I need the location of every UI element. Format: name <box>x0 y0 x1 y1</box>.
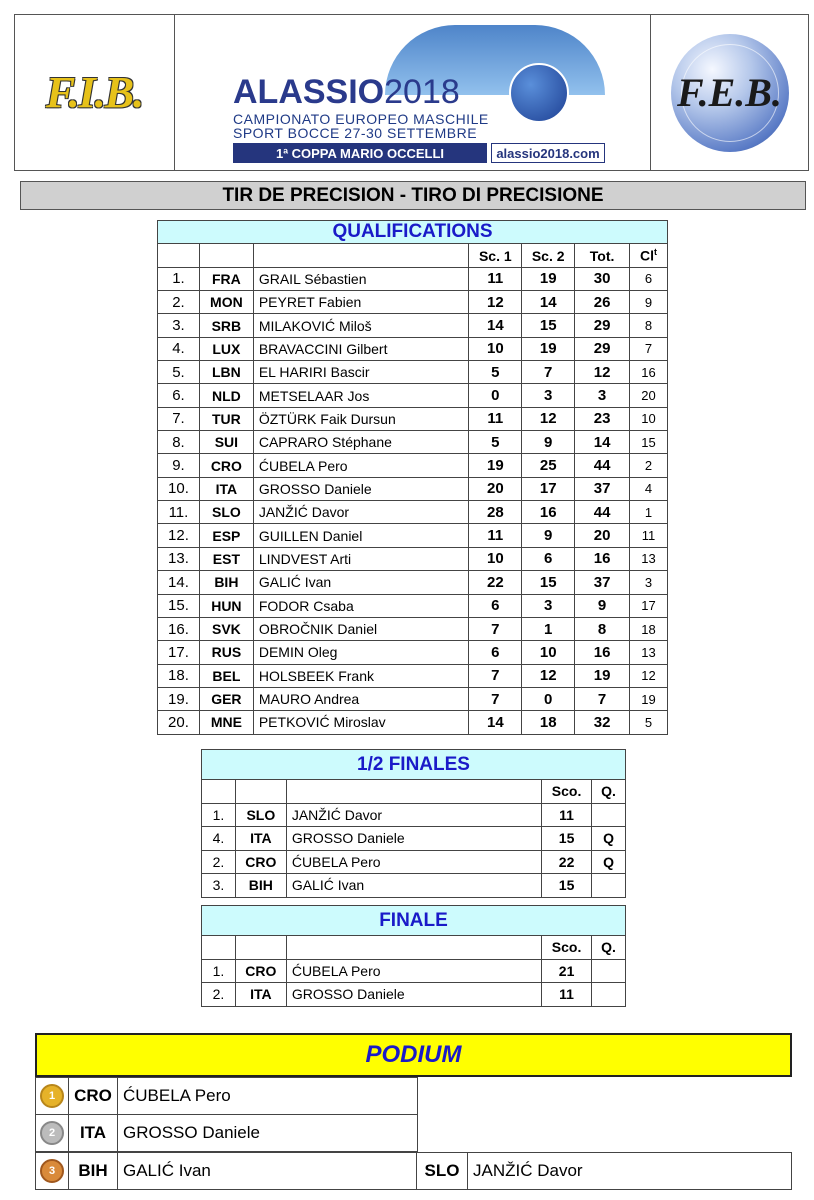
table-row <box>158 524 668 547</box>
qualified-cell <box>592 983 626 1007</box>
final-title: FINALE <box>202 906 626 936</box>
player-name-cell: OBROČNIK Daniel <box>253 617 469 640</box>
player-name-cell: METSELAAR Jos <box>253 384 469 407</box>
semifinals-table <box>201 749 626 898</box>
player-name-cell: BRAVACCINI Gilbert <box>253 337 469 360</box>
player-name-cell: HOLSBEEK Frank <box>253 664 469 687</box>
rank-cell: 15. <box>158 594 200 617</box>
qualified-cell <box>592 959 626 983</box>
semifinals-header-row <box>202 780 626 804</box>
classification-cell: 2 <box>630 454 668 477</box>
podium-name: GROSSO Daniele <box>117 1114 418 1152</box>
rank-cell: 9. <box>158 454 200 477</box>
score1-cell: 19 <box>469 454 522 477</box>
score1-cell: 7 <box>469 687 522 710</box>
classification-cell: 5 <box>630 711 668 734</box>
player-name-cell: JANŽIĆ Davor <box>253 501 469 524</box>
qualified-cell <box>592 874 626 898</box>
total-cell: 20 <box>575 524 630 547</box>
score2-cell: 9 <box>522 524 575 547</box>
country-code-cell: SLO <box>235 803 286 827</box>
header-sc1: Sc. 1 <box>469 244 522 267</box>
score1-cell: 22 <box>469 571 522 594</box>
podium-title: PODIUM <box>35 1033 792 1077</box>
total-cell: 29 <box>575 337 630 360</box>
silver-medal-icon: 2 <box>35 1114 69 1152</box>
bocce-ball-icon <box>509 63 569 123</box>
header-tot: Tot. <box>575 244 630 267</box>
score1-cell: 7 <box>469 617 522 640</box>
score-cell: 21 <box>542 959 592 983</box>
feb-logo-cell <box>651 15 808 170</box>
table-row <box>202 959 626 983</box>
semifinals-title: 1/2 FINALES <box>202 750 626 780</box>
player-name-cell: ĆUBELA Pero <box>286 959 541 983</box>
player-name-cell: GALIĆ Ivan <box>286 874 541 898</box>
event-logo <box>175 15 651 170</box>
table-row <box>158 711 668 734</box>
rank-cell: 10. <box>158 477 200 500</box>
player-name-cell: MILAKOVIĆ Miloš <box>253 314 469 337</box>
rank-cell: 11. <box>158 501 200 524</box>
classification-cell: 13 <box>630 641 668 664</box>
country-code-cell: GER <box>199 687 253 710</box>
score2-cell: 15 <box>522 571 575 594</box>
rank-cell: 19. <box>158 687 200 710</box>
score2-cell: 18 <box>522 711 575 734</box>
country-code-cell: MON <box>199 291 253 314</box>
total-cell: 23 <box>575 407 630 430</box>
table-row <box>158 571 668 594</box>
country-code-cell: FRA <box>199 267 253 290</box>
country-code-cell: ESP <box>199 524 253 547</box>
header-sc2: Sc. 2 <box>522 244 575 267</box>
classification-cell: 10 <box>630 407 668 430</box>
score2-cell: 6 <box>522 547 575 570</box>
total-cell: 7 <box>575 687 630 710</box>
feb-logo: F.E.B. <box>677 70 782 115</box>
player-name-cell: ĆUBELA Pero <box>253 454 469 477</box>
rank-cell: 2. <box>202 983 236 1007</box>
total-cell: 14 <box>575 431 630 454</box>
table-row <box>158 337 668 360</box>
table-row <box>158 687 668 710</box>
total-cell: 8 <box>575 617 630 640</box>
table-row <box>158 617 668 640</box>
classification-cell: 7 <box>630 337 668 360</box>
player-name-cell: ÖZTÜRK Faik Dursun <box>253 407 469 430</box>
classification-cell: 6 <box>630 267 668 290</box>
classification-cell: 20 <box>630 384 668 407</box>
player-name-cell: FODOR Csaba <box>253 594 469 617</box>
score1-cell: 11 <box>469 407 522 430</box>
table-row <box>158 291 668 314</box>
classification-cell: 16 <box>630 361 668 384</box>
bronze-medal-icon: 3 <box>35 1152 69 1190</box>
score2-cell: 25 <box>522 454 575 477</box>
score1-cell: 0 <box>469 384 522 407</box>
fib-logo-cell <box>15 15 175 170</box>
qualified-cell: Q <box>592 850 626 874</box>
total-cell: 16 <box>575 641 630 664</box>
rank-cell: 12. <box>158 524 200 547</box>
classification-cell: 17 <box>630 594 668 617</box>
total-cell: 37 <box>575 477 630 500</box>
podium-name: JANŽIĆ Davor <box>467 1152 792 1190</box>
classification-cell: 18 <box>630 617 668 640</box>
table-row <box>202 983 626 1007</box>
final-table <box>201 905 626 1007</box>
country-code-cell: SVK <box>199 617 253 640</box>
country-code-cell: ITA <box>235 827 286 851</box>
player-name-cell: CAPRARO Stéphane <box>253 431 469 454</box>
score1-cell: 6 <box>469 594 522 617</box>
header <box>14 14 809 171</box>
rank-cell: 3. <box>202 874 236 898</box>
score-cell: 15 <box>542 874 592 898</box>
rank-cell: 14. <box>158 571 200 594</box>
score2-cell: 1 <box>522 617 575 640</box>
rank-cell: 1. <box>202 959 236 983</box>
table-row <box>202 827 626 851</box>
qualifications-table <box>157 220 668 735</box>
table-row <box>158 267 668 290</box>
score-cell: 11 <box>542 803 592 827</box>
rank-cell: 7. <box>158 407 200 430</box>
player-name-cell: GROSSO Daniele <box>286 983 541 1007</box>
player-name-cell: ĆUBELA Pero <box>286 850 541 874</box>
country-code-cell: TUR <box>199 407 253 430</box>
country-code-cell: CRO <box>235 959 286 983</box>
rank-cell: 13. <box>158 547 200 570</box>
score2-cell: 0 <box>522 687 575 710</box>
rank-cell: 1. <box>158 267 200 290</box>
total-cell: 29 <box>575 314 630 337</box>
classification-cell: 3 <box>630 571 668 594</box>
country-code-cell: RUS <box>199 641 253 664</box>
table-row <box>158 407 668 430</box>
player-name-cell: GROSSO Daniele <box>253 477 469 500</box>
qualified-cell: Q <box>592 827 626 851</box>
classification-cell: 19 <box>630 687 668 710</box>
country-code-cell: SRB <box>199 314 253 337</box>
rank-cell: 17. <box>158 641 200 664</box>
total-cell: 19 <box>575 664 630 687</box>
table-row <box>158 384 668 407</box>
classification-cell: 9 <box>630 291 668 314</box>
rank-cell: 3. <box>158 314 200 337</box>
podium-code: ITA <box>68 1114 118 1152</box>
event-logo-bar: 1ª COPPA MARIO OCCELLI <box>233 143 487 163</box>
podium-name: ĆUBELA Pero <box>117 1077 418 1115</box>
country-code-cell: LBN <box>199 361 253 384</box>
score1-cell: 12 <box>469 291 522 314</box>
podium-silver-row <box>35 1114 418 1152</box>
total-cell: 37 <box>575 571 630 594</box>
score2-cell: 3 <box>522 384 575 407</box>
table-row <box>202 803 626 827</box>
score1-cell: 11 <box>469 524 522 547</box>
header-clt: Cl$^t$ <box>630 244 668 267</box>
score2-cell: 12 <box>522 664 575 687</box>
qualifications-header-row <box>158 244 668 267</box>
score1-cell: 10 <box>469 337 522 360</box>
score2-cell: 10 <box>522 641 575 664</box>
score2-cell: 17 <box>522 477 575 500</box>
player-name-cell: GROSSO Daniele <box>286 827 541 851</box>
score1-cell: 14 <box>469 314 522 337</box>
country-code-cell: BIH <box>235 874 286 898</box>
player-name-cell: MAURO Andrea <box>253 687 469 710</box>
player-name-cell: JANŽIĆ Davor <box>286 803 541 827</box>
table-row <box>158 477 668 500</box>
score1-cell: 11 <box>469 267 522 290</box>
podium-bronze-row <box>35 1152 792 1190</box>
podium-code: BIH <box>68 1152 118 1190</box>
classification-cell: 4 <box>630 477 668 500</box>
podium-gold-row <box>35 1077 418 1115</box>
header-q: Q. <box>592 936 626 960</box>
header-q: Q. <box>592 780 626 804</box>
country-code-cell: CRO <box>199 454 253 477</box>
country-code-cell: EST <box>199 547 253 570</box>
rank-cell: 2. <box>158 291 200 314</box>
country-code-cell: BIH <box>199 571 253 594</box>
table-row <box>202 874 626 898</box>
podium-code: SLO <box>416 1152 468 1190</box>
country-code-cell: ITA <box>235 983 286 1007</box>
rank-cell: 18. <box>158 664 200 687</box>
classification-cell: 15 <box>630 431 668 454</box>
event-logo-line3: SPORT BOCCE 27-30 SETTEMBRE <box>233 125 478 141</box>
rank-cell: 4. <box>158 337 200 360</box>
score1-cell: 20 <box>469 477 522 500</box>
rank-cell: 5. <box>158 361 200 384</box>
table-row <box>202 850 626 874</box>
qualifications-title: QUALIFICATIONS <box>158 221 668 244</box>
score2-cell: 19 <box>522 267 575 290</box>
player-name-cell: GUILLEN Daniel <box>253 524 469 547</box>
country-code-cell: ITA <box>199 477 253 500</box>
event-logo-line2: CAMPIONATO EUROPEO MASCHILE <box>233 111 489 127</box>
player-name-cell: DEMIN Oleg <box>253 641 469 664</box>
player-name-cell: PEYRET Fabien <box>253 291 469 314</box>
score2-cell: 3 <box>522 594 575 617</box>
score2-cell: 7 <box>522 361 575 384</box>
table-row <box>158 314 668 337</box>
event-title: TIR DE PRECISION - TIRO DI PRECISIONE <box>20 181 806 210</box>
classification-cell: 12 <box>630 664 668 687</box>
table-row <box>158 547 668 570</box>
table-row <box>158 361 668 384</box>
rank-cell: 4. <box>202 827 236 851</box>
score1-cell: 5 <box>469 361 522 384</box>
country-code-cell: HUN <box>199 594 253 617</box>
total-cell: 16 <box>575 547 630 570</box>
rank-cell: 8. <box>158 431 200 454</box>
fib-logo: F.I.B. <box>46 67 143 118</box>
table-row <box>158 454 668 477</box>
event-logo-url: alassio2018.com <box>491 143 605 163</box>
classification-cell: 11 <box>630 524 668 547</box>
podium-name: GALIĆ Ivan <box>117 1152 417 1190</box>
table-row <box>158 594 668 617</box>
country-code-cell: LUX <box>199 337 253 360</box>
final-header-row <box>202 936 626 960</box>
score2-cell: 9 <box>522 431 575 454</box>
score2-cell: 14 <box>522 291 575 314</box>
score-cell: 11 <box>542 983 592 1007</box>
score1-cell: 6 <box>469 641 522 664</box>
score2-cell: 16 <box>522 501 575 524</box>
score2-cell: 12 <box>522 407 575 430</box>
total-cell: 44 <box>575 454 630 477</box>
score2-cell: 19 <box>522 337 575 360</box>
player-name-cell: EL HARIRI Bascir <box>253 361 469 384</box>
event-logo-title: ALASSIO2018 <box>233 73 460 111</box>
total-cell: 32 <box>575 711 630 734</box>
score1-cell: 5 <box>469 431 522 454</box>
rank-cell: 16. <box>158 617 200 640</box>
table-row <box>158 664 668 687</box>
feb-ball-icon <box>671 34 789 152</box>
total-cell: 30 <box>575 267 630 290</box>
qualified-cell <box>592 803 626 827</box>
country-code-cell: BEL <box>199 664 253 687</box>
total-cell: 44 <box>575 501 630 524</box>
country-code-cell: SUI <box>199 431 253 454</box>
country-code-cell: MNE <box>199 711 253 734</box>
player-name-cell: PETKOVIĆ Miroslav <box>253 711 469 734</box>
player-name-cell: GALIĆ Ivan <box>253 571 469 594</box>
table-row <box>158 431 668 454</box>
score2-cell: 15 <box>522 314 575 337</box>
podium-code: CRO <box>68 1077 118 1115</box>
rank-cell: 2. <box>202 850 236 874</box>
classification-cell: 8 <box>630 314 668 337</box>
total-cell: 9 <box>575 594 630 617</box>
header-score: Sco. <box>542 936 592 960</box>
score1-cell: 14 <box>469 711 522 734</box>
rank-cell: 20. <box>158 711 200 734</box>
table-row <box>158 641 668 664</box>
header-score: Sco. <box>542 780 592 804</box>
score1-cell: 7 <box>469 664 522 687</box>
country-code-cell: NLD <box>199 384 253 407</box>
classification-cell: 1 <box>630 501 668 524</box>
rank-cell: 6. <box>158 384 200 407</box>
score1-cell: 28 <box>469 501 522 524</box>
classification-cell: 13 <box>630 547 668 570</box>
total-cell: 12 <box>575 361 630 384</box>
score1-cell: 10 <box>469 547 522 570</box>
score-cell: 22 <box>542 850 592 874</box>
total-cell: 26 <box>575 291 630 314</box>
table-row <box>158 501 668 524</box>
player-name-cell: LINDVEST Arti <box>253 547 469 570</box>
player-name-cell: GRAIL Sébastien <box>253 267 469 290</box>
rank-cell: 1. <box>202 803 236 827</box>
total-cell: 3 <box>575 384 630 407</box>
country-code-cell: CRO <box>235 850 286 874</box>
score-cell: 15 <box>542 827 592 851</box>
country-code-cell: SLO <box>199 501 253 524</box>
gold-medal-icon: 1 <box>35 1077 69 1115</box>
